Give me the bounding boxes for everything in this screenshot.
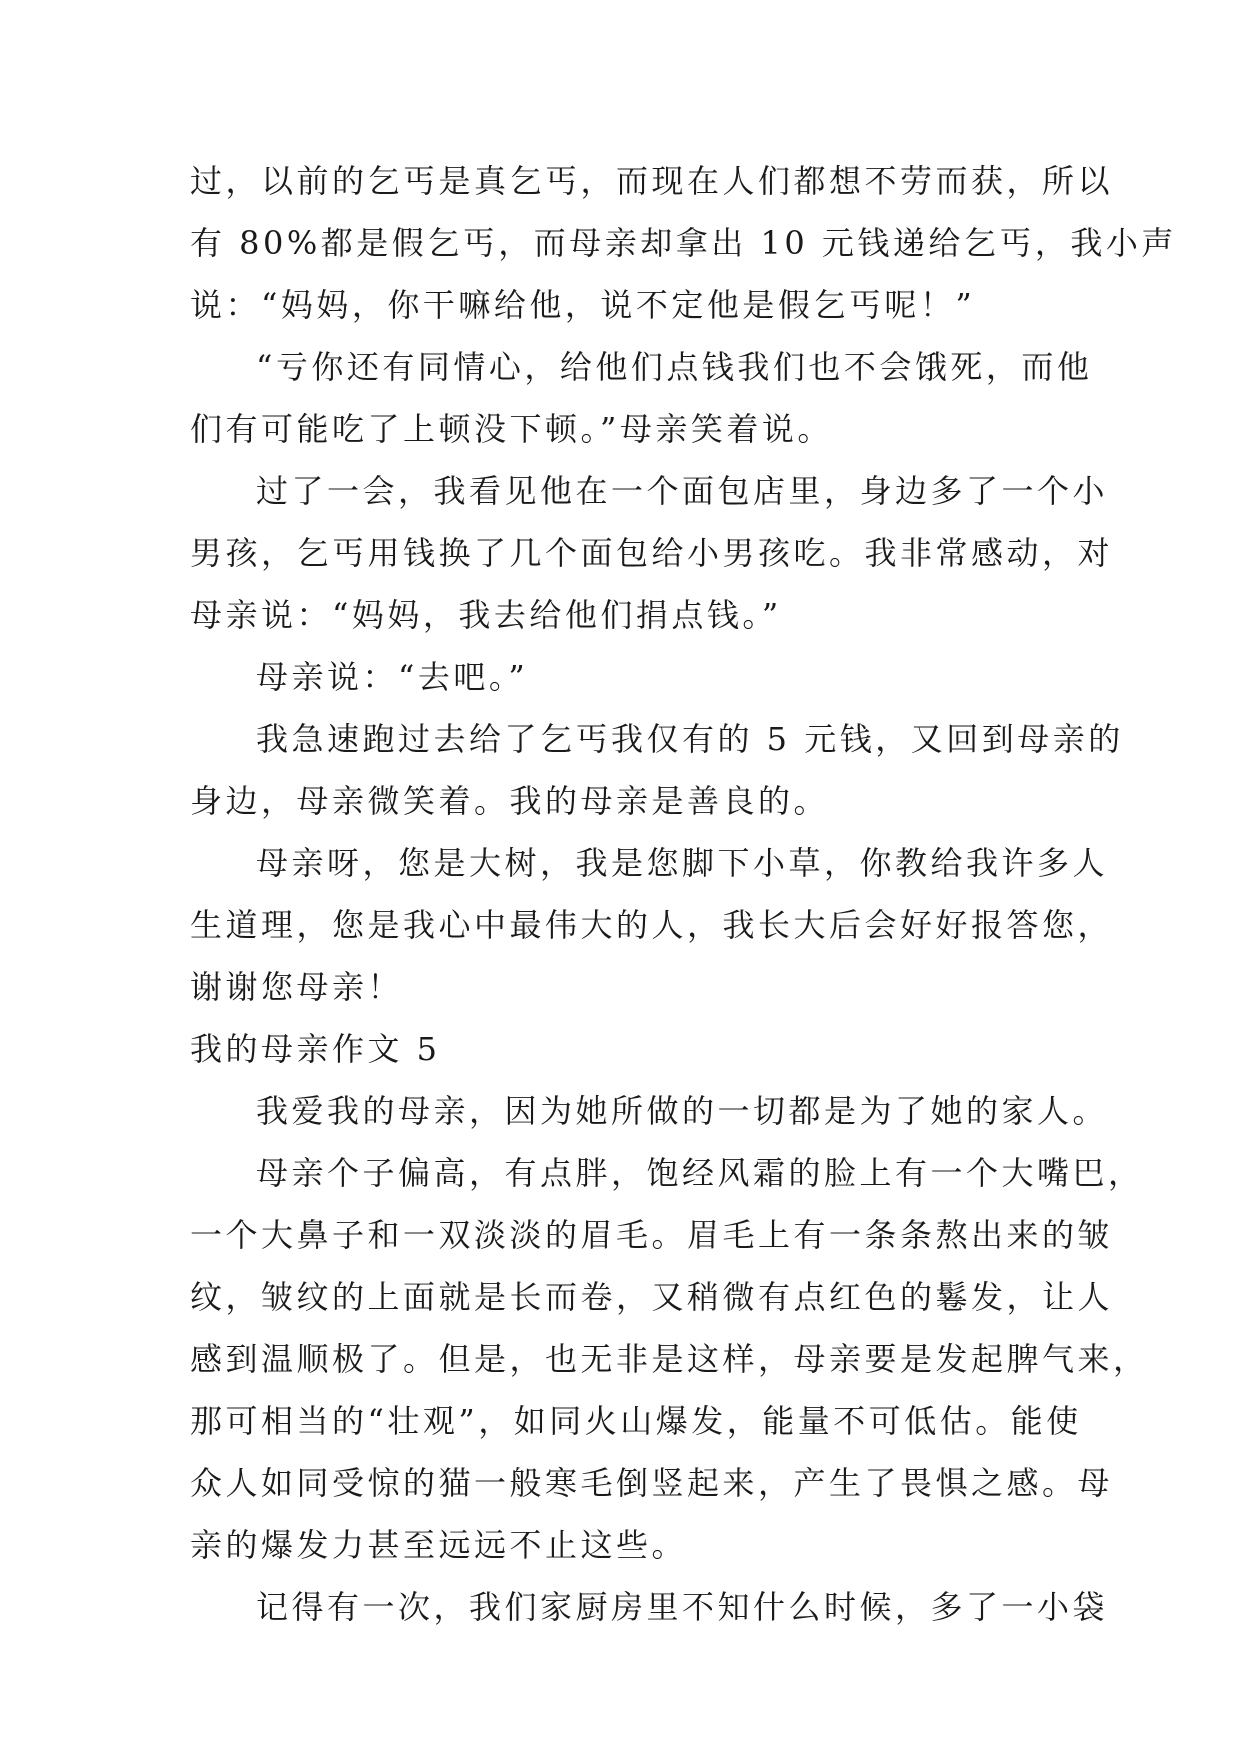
section-heading: 我的母亲作文 5 — [190, 1030, 441, 1068]
text-line: 亲的爆发力甚至远远不止这些。 — [190, 1526, 688, 1564]
paragraph-start: 母亲呀，您是大树，我是您脚下小草，你教给我许多人 — [256, 844, 1109, 882]
document-page — [190, 150, 1177, 1638]
text-line: 纹，皱纹的上面就是长而卷，又稍微有点红色的鬈发，让人 — [190, 1278, 1114, 1316]
paragraph-start: “亏你还有同情心，给他们点钱我们也不会饿死，而他 — [256, 348, 1093, 386]
paragraph-start: 母亲说：“去吧。” — [256, 658, 529, 696]
text-line: 母亲说：“妈妈，我去给他们捐点钱。” — [190, 596, 782, 634]
text-line: 一个大鼻子和一双淡淡的眉毛。眉毛上有一条条熬出来的皱 — [190, 1216, 1114, 1254]
text-line: 感到温顺极了。但是，也无非是这样，母亲要是发起脾气来， — [190, 1340, 1149, 1378]
text-line: 们有可能吃了上顿没下顿。”母亲笑着说。 — [190, 410, 833, 448]
text-line: 身边，母亲微笑着。我的母亲是善良的。 — [190, 782, 830, 820]
text-line: 过，以前的乞丐是真乞丐，而现在人们都想不劳而获，所以 — [190, 162, 1114, 200]
paragraph-start: 过了一会，我看见他在一个面包店里，身边多了一个小 — [256, 472, 1109, 510]
paragraph-start: 我爱我的母亲，因为她所做的一切都是为了她的家人。 — [256, 1092, 1109, 1130]
text-line: 谢谢您母亲！ — [190, 968, 404, 1006]
text-line: 男孩，乞丐用钱换了几个面包给小男孩吃。我非常感动，对 — [190, 534, 1114, 572]
paragraph-start: 母亲个子偏高，有点胖，饱经风霜的脸上有一个大嘴巴， — [256, 1154, 1144, 1192]
text-line: 说：“妈妈，你干嘛给他，说不定他是假乞丐呢！” — [190, 286, 976, 324]
text-line: 有 80%都是假乞丐，而母亲却拿出 10 元钱递给乞丐，我小声 — [190, 224, 1177, 262]
paragraph-start: 记得有一次，我们家厨房里不知什么时候，多了一小袋 — [256, 1588, 1109, 1626]
paragraph-start: 我急速跑过去给了乞丐我仅有的 5 元钱，又回到母亲的 — [256, 720, 1124, 758]
text-line: 那可相当的“壮观”，如同火山爆发，能量不可低估。能使 — [190, 1402, 1082, 1440]
text-line: 生道理，您是我心中最伟大的人，我长大后会好好报答您， — [190, 906, 1114, 944]
text-line: 众人如同受惊的猫一般寒毛倒竖起来，产生了畏惧之感。母 — [190, 1464, 1114, 1502]
